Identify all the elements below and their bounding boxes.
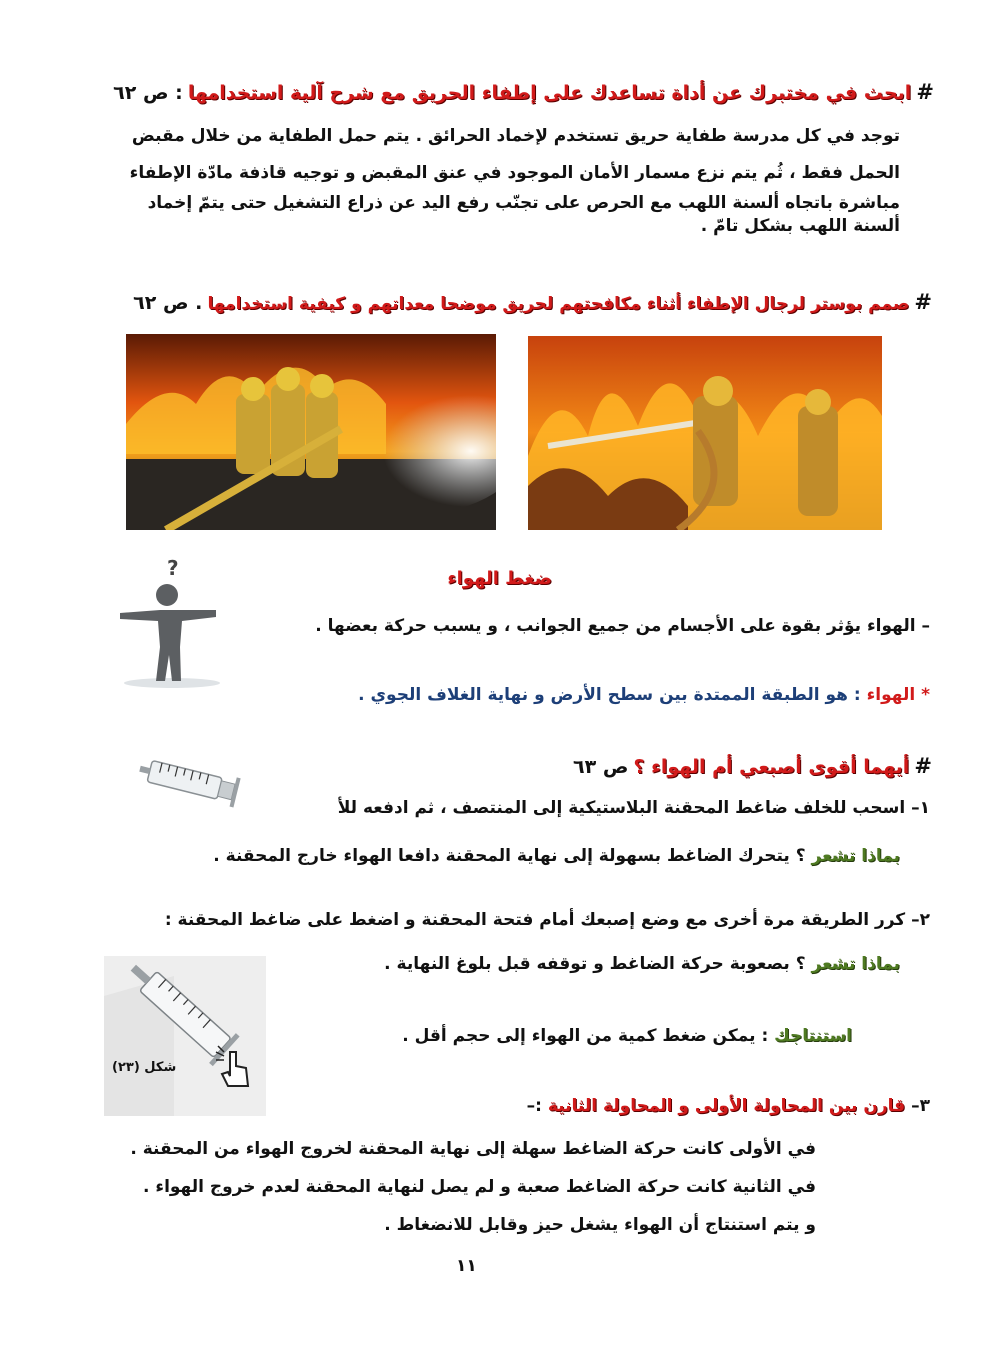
answer-text: ؟ بصعوبة حركة الضاغط و توقفه قبل بلوغ النهاية . [384, 954, 806, 974]
comparison-item: في الثانية كانت حركة الضاغط صعبة و لم يصل لنهاية المحقنة لعدم خروج الهواء . [143, 1177, 816, 1197]
conclusion-text: : يمكن ضغط كمية من الهواء إلى حجم أقل . [402, 1026, 769, 1046]
firefighters-wildfire-photo [528, 336, 882, 530]
page-reference: : ص ٦٢ [113, 82, 183, 104]
section2-heading: صمم بوستر لرجال الإطفاء أثناء مكافحتهم لحريق موضحا معداتهم و كيفية استخدامها [207, 294, 910, 314]
comparison-item: في الأولى كانت حركة الضاغط سهلة إلى نهاية المحقنة لخروج الهواء من المحقنة . [130, 1139, 816, 1159]
body-line: مباشرة باتجاه ألسنة اللهب مع الحرص على تجنّب رفع اليد عن ذراع التشغيل حتى يتمّ إخماد [147, 193, 900, 213]
thinking-child-illustration [112, 555, 220, 690]
section1-body [80, 118, 900, 239]
step3-number: ٣– [911, 1096, 930, 1116]
air-pressure-line: – الهواء يؤثر بقوة على الأجسام من جميع الجوانب ، و يسبب حركة بعضها . [315, 616, 930, 636]
firefighters-water-photo [126, 334, 496, 530]
section2-heading-line [52, 290, 932, 314]
figure-caption: شكل (٢٣) [112, 1060, 177, 1075]
comparison-item: و يتم استنتاج أن الهواء يشغل حيز وقابل للانضغاط . [384, 1215, 816, 1235]
definition-term: * الهواء [866, 685, 930, 705]
step1-text: ١– اسحب للخلف ضاغط المحقنة البلاستيكية إلى المنتصف ، ثم ادفعه للأ [337, 798, 930, 818]
section1-heading: ابحث في مختبرك عن أداة تساعدك على إطفاء الحريق مع شرح آلية استخدامها [187, 82, 912, 104]
hash-mark: # [914, 754, 932, 778]
conclusion [402, 1018, 852, 1054]
step2-text: ٢– كرر الطريقة مرة أخرى مع وضع إصبعك أمام فتحة المحقنة و اضغط على ضاغط المحقنة : [164, 910, 930, 930]
answer-text: ؟ يتحرك الضاغط بسهولة إلى نهاية المحقنة دافعا الهواء خارج المحقنة . [213, 846, 806, 866]
conclusion-label: استنتاجك [774, 1026, 852, 1046]
question-mark-icon: ? [167, 556, 179, 580]
step1-answer [213, 838, 900, 874]
page-reference: . ص ٦٢ [133, 292, 203, 314]
question-label: بماذا تشعر [811, 954, 900, 974]
question-label: بماذا تشعر [811, 846, 900, 866]
page-reference: ص ٦٣ [573, 756, 629, 778]
syringe-illustration [136, 752, 242, 814]
step2-answer [384, 946, 900, 982]
section3-heading: أيهما أقوى أصبعي أم الهواء ؟ [633, 756, 910, 778]
hash-mark: # [916, 80, 934, 104]
definition-text: : هو الطبقة الممتدة بين سطح الأرض و نهاية الغلاف الجوي . [358, 685, 861, 705]
figure-23 [104, 956, 266, 1116]
section3-heading-line [573, 754, 932, 778]
body-line: الحمل فقط ، ثُم يتم نزع مسمار الأمان الموجود في عنق المقبض و توجيه قاذفة مادّة الإطفاء [129, 163, 900, 183]
section1-heading-line [54, 80, 934, 104]
air-definition [358, 677, 930, 713]
hash-mark: # [914, 290, 932, 314]
step3-title: قارن بين المحاولة الأولى و المحاولة الثانية [547, 1096, 906, 1116]
comparison-list [96, 1130, 816, 1244]
page-number: ١١ [456, 1256, 477, 1276]
body-line: توجد في كل مدرسة طفاية حريق تستخدم لإخماد الحرائق . يتم حمل الطفاية من خلال مقبض [131, 126, 900, 146]
body-line: ألسنة اللهب بشكل تامّ . [700, 216, 900, 236]
air-pressure-title: ضغط الهواء [447, 568, 552, 589]
step3-line [527, 1088, 930, 1124]
step3-suffix: :– [526, 1096, 542, 1116]
